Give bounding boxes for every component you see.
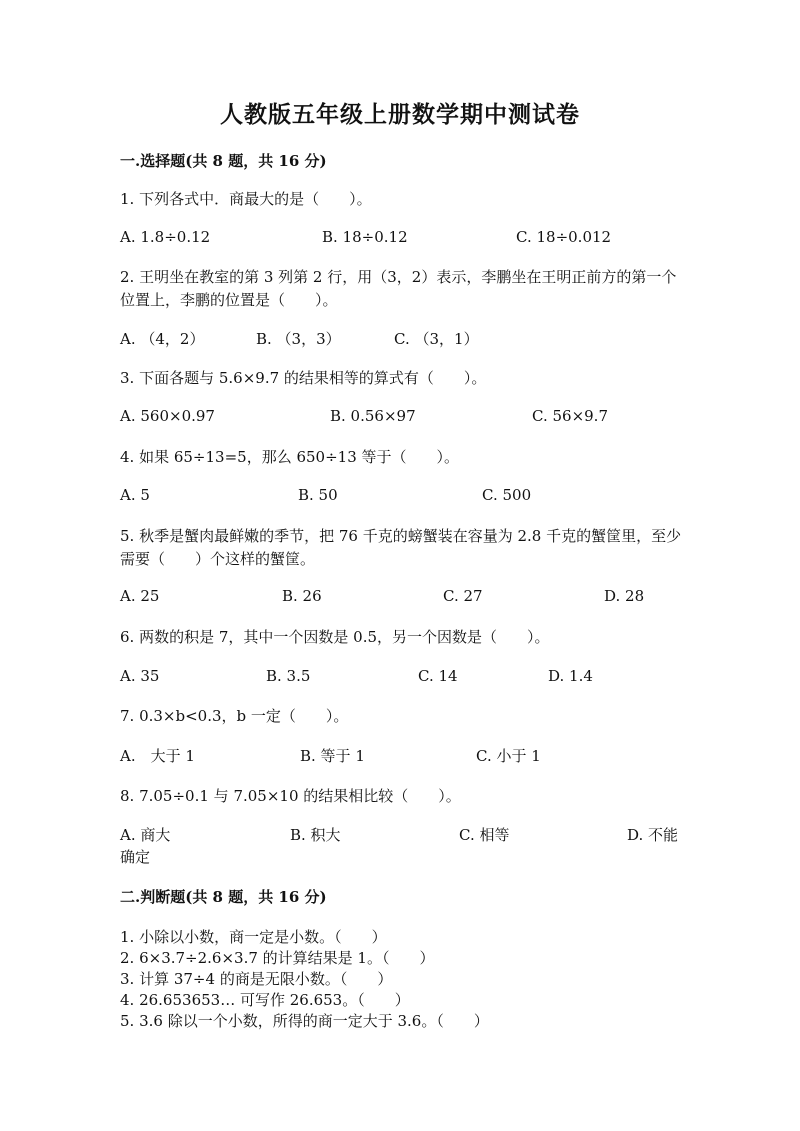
option-b: B. 等于 1 [300,747,365,765]
option-a: A. 大于 1 [120,747,195,765]
question-7-options [0,745,800,769]
option-d: D. 不能 [627,826,679,844]
option-c: C. 小于 1 [476,747,541,765]
section-heading-judgment: 二.判断题(共 8 题，共 16 分) [120,888,327,906]
option-b: B. 0.56×97 [330,407,416,425]
option-b: B. 3.5 [266,667,311,685]
page-title: 人教版五年级上册数学期中测试卷 [220,101,580,128]
option-c: C. 相等 [459,826,510,844]
option-c: C. 56×9.7 [532,407,608,425]
question-5-options [0,587,800,611]
question-1-options [0,228,800,252]
question-1: 1. 下列各式中．商最大的是（ ）。 [120,190,372,208]
judgment-item-2: 2. 6×3.7÷2.6×3.7 的计算结果是 1。（ ） [120,949,435,967]
option-a: A. 5 [120,486,150,504]
judgment-item-5: 5. 3.6 除以一个小数，所得的商一定大于 3.6。（ ） [120,1012,489,1030]
question-5: 5. 秋季是蟹肉最鲜嫩的季节，把 76 千克的螃蟹装在容量为 2.8 千克的蟹筐里，至少需要（ ）个这样的蟹筐。 [120,527,682,568]
option-a: A. 1.8÷0.12 [120,228,211,246]
question-6-options [0,667,800,691]
option-a: A. 35 [120,667,160,685]
option-b: B. 18÷0.12 [322,228,408,246]
option-c: C. （3，1） [394,330,479,348]
question-4: 4. 如果 65÷13=5，那么 650÷13 等于（ ）。 [120,448,460,466]
option-a: A. 商大 [120,826,171,844]
option-c: C. 14 [418,667,458,685]
option-b: B. 积大 [290,826,341,844]
question-2: 2. 王明坐在教室的第 3 列第 2 行，用（3，2）表示，李鹏坐在王明正前方的第一个位置上，李鹏的位置是（ ）。 [120,268,677,309]
option-c: C. 500 [482,486,532,504]
question-8: 8. 7.05÷0.1 与 7.05×10 的结果相比较（ ）。 [120,787,461,805]
option-b: B. 26 [282,587,322,605]
question-7: 7. 0.3×b<0.3，b 一定（ ）。 [120,707,349,725]
option-a: A. 25 [120,587,160,605]
option-b: B. 50 [298,486,338,504]
judgment-item-1: 1. 小除以小数，商一定是小数。（ ） [120,928,387,946]
section-heading-choice: 一.选择题(共 8 题，共 16 分) [120,152,327,170]
question-2-options [0,328,800,352]
option-a: A. （4，2） [120,330,205,348]
question-3-options [0,407,800,431]
question-4-options [0,486,800,510]
option-b: B. （3，3） [256,330,341,348]
option-c: C. 27 [443,587,483,605]
option-d: D. 1.4 [548,667,593,685]
option-d-wrap: 确定 [120,848,151,866]
question-6: 6. 两数的积是 7，其中一个因数是 0.5，另一个因数是（ ）。 [120,628,550,646]
option-d: D. 28 [604,587,645,605]
option-c: C. 18÷0.012 [516,228,612,246]
question-3: 3. 下面各题与 5.6×9.7 的结果相等的算式有（ ）。 [120,369,487,387]
judgment-item-3: 3. 计算 37÷4 的商是无限小数。（ ） [120,970,393,988]
question-8-options [0,824,800,848]
option-a: A. 560×0.97 [120,407,215,425]
judgment-item-4: 4. 26.653653… 可写作 26.653。（ ） [120,991,410,1009]
